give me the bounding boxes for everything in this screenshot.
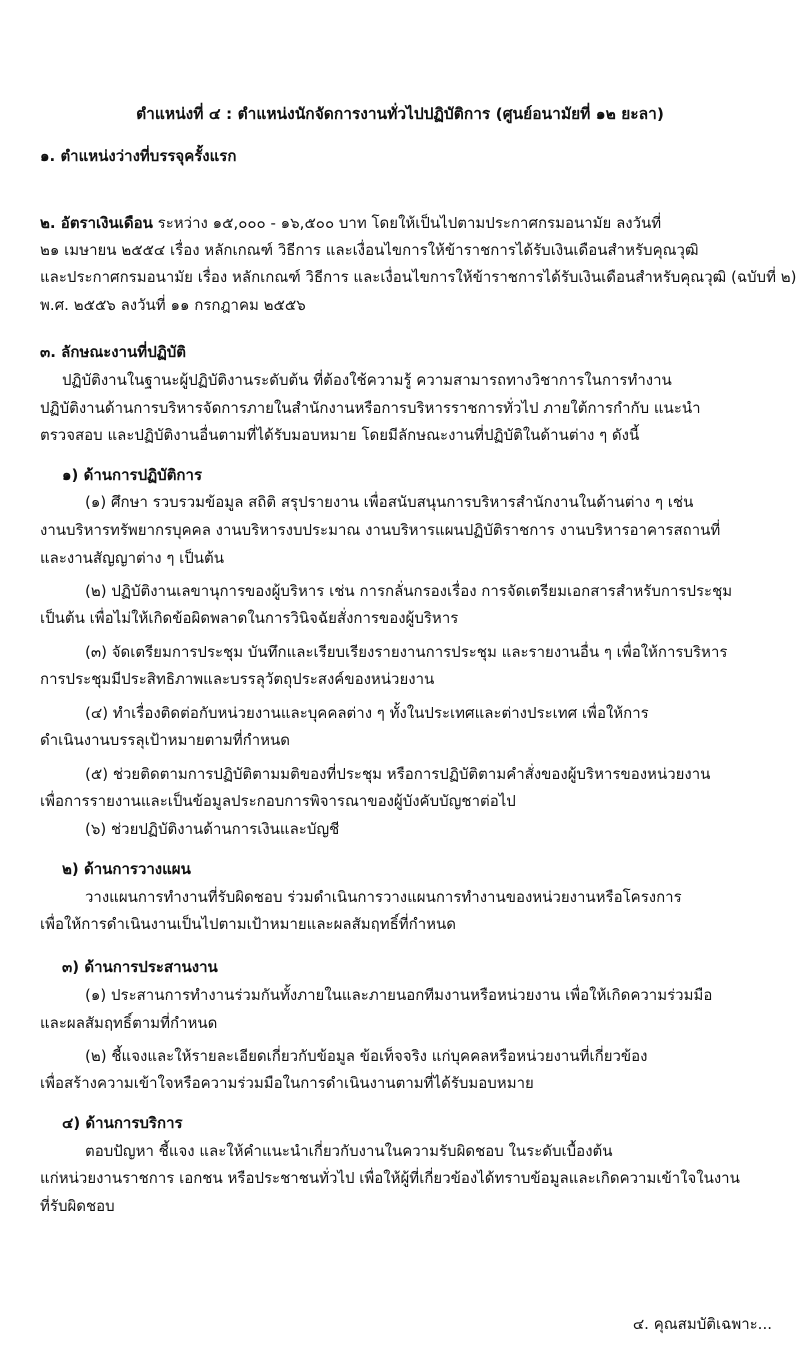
coordination-item-1-line-2: และผลสัมฤทธิ์ตามที่กำหนด [40,1014,218,1032]
ops-item-5-line-1: (๕) ช่วยติดตามการปฏิบัติตามมติของที่ประชุม หรือการปฏิบัติตามคำสั่งของผู้บริหารของหน่วยงาน [85,765,711,783]
ops-item-2-line-1: (๒) ปฏิบัติงานเลขานุการของผู้บริหาร เช่น การกลั่นกรองเรื่อง การจัดเตรียมเอกสารสำหรับการประชุม [85,582,733,600]
service-line-2: แก่หน่วยงานราชการ เอกชน หรือประชาชนทั่วไป เพื่อให้ผู้ที่เกี่ยวข้องได้ทราบข้อมูลและเกิดความเข้าใจในงาน [40,1169,740,1187]
ops-item-1-line-1: (๑) ศึกษา รวบรวมข้อมูล สถิติ สรุปรายงาน เพื่อสนับสนุนการบริหารสำนักงานในด้านต่าง ๆ เช่น [85,493,694,511]
section-2-line-4: พ.ศ. ๒๕๕๖ ลงวันที่ ๑๑ กรกฎาคม ๒๕๕๖ [40,296,306,314]
page-title: ตำแหน่งที่ ๔ : ตำแหน่งนักจัดการงานทั่วไปปฏิบัติการ (ศูนย์อนามัยที่ ๑๒ ยะลา) [136,105,664,123]
service-line-3: ที่รับผิดชอบ [40,1197,115,1215]
section-2-heading: ๒. อัตราเงินเดือน [40,214,153,232]
section-2-line-2: ๒๑ เมษายน ๒๕๕๔ เรื่อง หลักเกณฑ์ วิธีการ และเงื่อนไขการให้ข้าราชการได้รับเงินเดือนสำหรับคุณวุฒิ [40,241,699,259]
next-section-label: ๔. คุณสมบัติเฉพาะ... [632,1315,772,1333]
subsection-3-heading: ๓) ด้านการประสานงาน [62,958,218,976]
ops-item-6-line-1: (๖) ช่วยปฏิบัติงานด้านการเงินและบัญชี [85,820,340,838]
coordination-item-2-line-1: (๒) ชี้แจงและให้รายละเอียดเกี่ยวกับข้อมูล ข้อเท็จจริง แก่บุคคลหรือหน่วยงานที่เกี่ยวข้อง [85,1047,648,1065]
ops-item-3-line-1: (๓) จัดเตรียมการประชุม บันทึกและเรียบเรียงรายงานการประชุม และรายงานอื่น ๆ เพื่อให้การบริหาร [85,643,728,661]
salary-range-text: ระหว่าง ๑๕,๐๐๐ - ๑๖,๕๐๐ บาท โดยให้เป็นไปตามประกาศกรมอนามัย ลงวันที่ [152,214,662,232]
section-3-intro-line-1: ปฏิบัติงานในฐานะผู้ปฏิบัติงานระดับต้น ที่ต้องใช้ความรู้ ความสามารถทางวิชาการในการทำงาน [62,371,672,389]
subsection-4-heading: ๔) ด้านการบริการ [62,1114,183,1132]
section-3-heading: ๓. ลักษณะงานที่ปฏิบัติ [40,343,187,361]
section-2-line-1 [0,211,800,235]
ops-item-2-line-2: เป็นต้น เพื่อไม่ให้เกิดข้อผิดพลาดในการวินิจฉัยสั่งการของผู้บริหาร [40,609,459,627]
ops-item-4-line-2: ดำเนินงานบรรลุเป้าหมายตามที่กำหนด [40,731,291,749]
section-3-intro-line-2: ปฏิบัติงานด้านการบริหารจัดการภายในสำนักงานหรือการบริหารราชการทั่วไป ภายใต้การกำกับ แนะนำ [40,399,701,417]
planning-line-1: วางแผนการทำงานที่รับผิดชอบ ร่วมดำเนินการวางแผนการทำงานของหน่วยงานหรือโครงการ [85,888,682,906]
subsection-2-heading: ๒) ด้านการวางแผน [62,860,191,878]
section-1-heading: ๑. ตำแหน่งว่างที่บรรจุครั้งแรก [40,147,237,165]
planning-line-2: เพื่อให้การดำเนินงานเป็นไปตามเป้าหมายและผลสัมฤทธิ์ที่กำหนด [40,915,457,933]
coordination-item-2-line-2: เพื่อสร้างความเข้าใจหรือความร่วมมือในการดำเนินงานตามที่ได้รับมอบหมาย [40,1074,534,1092]
ops-item-1-line-2: งานบริหารทรัพยากรบุคคล งานบริหารงบประมาณ งานบริหารแผนปฏิบัติราชการ งานบริหารอาคารสถานที่ [40,521,721,539]
coordination-item-1-line-1: (๑) ประสานการทำงานร่วมกันทั้งภายในและภายนอกทีมงานหรือหน่วยงาน เพื่อให้เกิดความร่วมมือ [85,986,713,1004]
continuation-footer [0,1312,800,1336]
ops-item-4-line-1: (๔) ทำเรื่องติดต่อกับหน่วยงานและบุคคลต่าง ๆ ทั้งในประเทศและต่างประเทศ เพื่อให้การ [85,704,649,722]
section-3-intro-line-3: ตรวจสอบ และปฏิบัติงานอื่นตามที่ได้รับมอบหมาย โดยมีลักษณะงานที่ปฏิบัติในด้านต่าง ๆ ดังนี้ [40,426,640,444]
section-2-line-3: และประกาศกรมอนามัย เรื่อง หลักเกณฑ์ วิธีการ และเงื่อนไขการให้ข้าราชการได้รับเงินเดือนสำหรับคุณวุฒิ (ฉบับที่ ๒) [40,268,797,286]
service-line-1: ตอบปัญหา ชี้แจง และให้คำแนะนำเกี่ยวกับงานในความรับผิดชอบ ในระดับเบื้องต้น [85,1142,613,1160]
ops-item-5-line-2: เพื่อการรายงานและเป็นข้อมูลประกอบการพิจารณาของผู้บังคับบัญชาต่อไป [40,792,516,810]
ops-item-1-line-3: และงานสัญญาต่าง ๆ เป็นต้น [40,549,225,567]
subsection-1-heading: ๑) ด้านการปฏิบัติการ [62,466,202,484]
ops-item-3-line-2: การประชุมมีประสิทธิภาพและบรรลุวัตถุประสงค์ของหน่วยงาน [40,670,435,688]
